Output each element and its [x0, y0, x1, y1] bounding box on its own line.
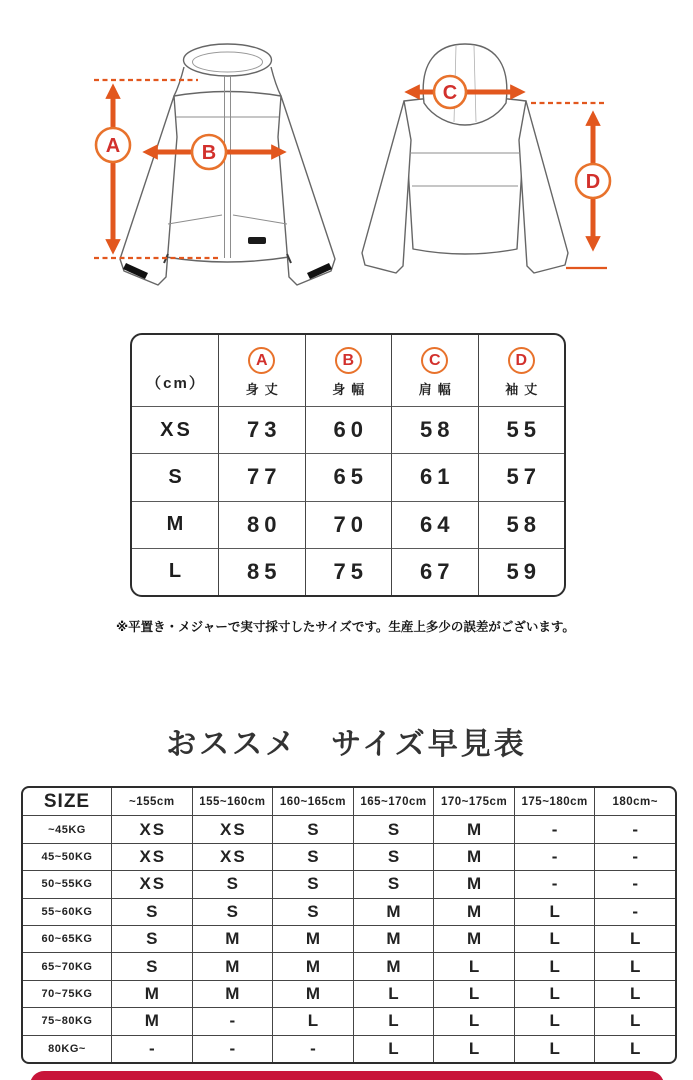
- recommended-size-cell: M: [433, 843, 514, 870]
- size-guide-row: [23, 870, 675, 897]
- height-column-header-2: 155~160cm: [192, 788, 273, 815]
- column-label-c: 肩幅: [418, 382, 457, 397]
- recommended-size-cell: S: [272, 815, 353, 842]
- weight-label: 75~80KG: [23, 1007, 111, 1034]
- weight-label: 80KG~: [23, 1035, 111, 1062]
- size-guide-header: [23, 788, 675, 815]
- recommended-size-cell: M: [192, 952, 273, 979]
- recommended-size-cell: -: [594, 870, 675, 897]
- size-guide-row: [23, 1007, 675, 1034]
- size-guide-row: [23, 925, 675, 952]
- recommended-size-cell: M: [433, 898, 514, 925]
- recommended-size-cell: L: [594, 1007, 675, 1034]
- recommended-size-cell: M: [272, 925, 353, 952]
- size-guide-title: おススメ サイズ早見表: [166, 728, 527, 761]
- recommended-size-cell: XS: [111, 843, 192, 870]
- size-guide-row: [23, 952, 675, 979]
- measurement-value: 55: [478, 406, 565, 453]
- bottom-banner[interactable]: [30, 1071, 664, 1080]
- recommended-size-cell: M: [192, 925, 273, 952]
- letter-b-circle: B: [335, 347, 362, 374]
- recommended-size-cell: -: [594, 898, 675, 925]
- weight-label: 60~65KG: [23, 925, 111, 952]
- recommended-size-cell: L: [433, 1035, 514, 1062]
- measurement-row: [132, 406, 564, 453]
- measurement-row: [132, 501, 564, 548]
- unit-header-cell: （cm）: [146, 375, 206, 392]
- recommended-size-cell: S: [192, 870, 273, 897]
- measurement-table-header: [132, 335, 564, 406]
- recommended-size-cell: -: [514, 843, 595, 870]
- recommended-size-cell: S: [272, 898, 353, 925]
- recommended-size-cell: -: [111, 1035, 192, 1062]
- recommended-size-cell: M: [111, 980, 192, 1007]
- recommended-size-cell: S: [353, 870, 434, 897]
- recommended-size-cell: -: [594, 815, 675, 842]
- weight-label: 65~70KG: [23, 952, 111, 979]
- label-b-badge: [192, 135, 226, 169]
- recommended-size-cell: L: [514, 898, 595, 925]
- recommended-size-cell: XS: [192, 843, 273, 870]
- measurement-value: 85: [218, 548, 305, 595]
- recommended-size-cell: S: [272, 870, 353, 897]
- recommended-size-cell: XS: [111, 815, 192, 842]
- label-c-badge: [434, 76, 466, 108]
- measurement-note: ※平置き・メジャーで実寸採寸したサイズです。生産上多少の誤差がございます。: [116, 620, 575, 634]
- recommended-size-cell: -: [594, 843, 675, 870]
- recommended-size-cell: -: [272, 1035, 353, 1062]
- recommended-size-cell: L: [594, 1035, 675, 1062]
- column-header-d: [478, 335, 565, 406]
- size-label: S: [132, 453, 218, 500]
- recommended-size-cell: L: [353, 1007, 434, 1034]
- measurement-row: [132, 548, 564, 595]
- label-d-badge: [576, 164, 610, 198]
- back-jacket-drawing: [362, 44, 568, 273]
- height-column-header-3: 160~165cm: [272, 788, 353, 815]
- height-column-header-4: 165~170cm: [353, 788, 434, 815]
- recommended-size-cell: -: [514, 870, 595, 897]
- measurement-value: 58: [391, 406, 478, 453]
- recommended-size-cell: XS: [192, 815, 273, 842]
- recommended-size-cell: L: [514, 925, 595, 952]
- column-header-b: [305, 335, 392, 406]
- recommended-size-cell: S: [111, 898, 192, 925]
- size-label: M: [132, 501, 218, 548]
- label-a-letter: A: [105, 135, 121, 157]
- size-guide-row: [23, 1035, 675, 1062]
- weight-label: 50~55KG: [23, 870, 111, 897]
- size-guide-row: [23, 843, 675, 870]
- recommended-size-cell: M: [353, 952, 434, 979]
- column-header-c: [391, 335, 478, 406]
- label-a-badge: [96, 128, 130, 162]
- recommended-size-cell: M: [272, 980, 353, 1007]
- weight-label: 55~60KG: [23, 898, 111, 925]
- recommended-size-cell: L: [514, 1007, 595, 1034]
- column-label-b: 身幅: [332, 382, 371, 397]
- recommended-size-cell: M: [433, 815, 514, 842]
- weight-label: 70~75KG: [23, 980, 111, 1007]
- measurement-row: [132, 453, 564, 500]
- measurement-value: 59: [478, 548, 565, 595]
- recommended-size-cell: M: [353, 898, 434, 925]
- letter-d-circle: D: [508, 347, 535, 374]
- recommended-size-cell: L: [433, 952, 514, 979]
- recommended-size-cell: -: [192, 1035, 273, 1062]
- height-column-header-1: ~155cm: [111, 788, 192, 815]
- measurement-value: 67: [391, 548, 478, 595]
- measurement-value: 65: [305, 453, 392, 500]
- recommended-size-cell: XS: [111, 870, 192, 897]
- size-guide-row: [23, 815, 675, 842]
- size-label: L: [132, 548, 218, 595]
- recommended-size-cell: L: [514, 952, 595, 979]
- size-label: XS: [132, 406, 218, 453]
- front-jacket-drawing: [120, 44, 335, 285]
- letter-a-circle: A: [248, 347, 275, 374]
- recommended-size-cell: L: [514, 1035, 595, 1062]
- measurement-value: 75: [305, 548, 392, 595]
- height-column-header-7: 180cm~: [594, 788, 675, 815]
- label-b-letter: B: [201, 142, 217, 164]
- column-label-d: 袖丈: [505, 382, 544, 397]
- size-guide-row: [23, 898, 675, 925]
- measurement-value: 64: [391, 501, 478, 548]
- size-column-header: SIZE: [43, 790, 91, 812]
- recommended-size-cell: -: [192, 1007, 273, 1034]
- label-c-letter: C: [442, 82, 458, 104]
- recommended-size-cell: M: [353, 925, 434, 952]
- column-header-a: [218, 335, 305, 406]
- measurement-value: 77: [218, 453, 305, 500]
- recommended-size-cell: M: [272, 952, 353, 979]
- recommended-size-cell: L: [594, 952, 675, 979]
- recommended-size-cell: M: [192, 980, 273, 1007]
- measurement-value: 70: [305, 501, 392, 548]
- recommended-size-cell: L: [353, 980, 434, 1007]
- recommended-size-cell: L: [433, 980, 514, 1007]
- measurement-value: 73: [218, 406, 305, 453]
- recommended-size-cell: -: [514, 815, 595, 842]
- measurement-value: 60: [305, 406, 392, 453]
- recommended-size-cell: S: [353, 815, 434, 842]
- recommended-size-cell: M: [433, 870, 514, 897]
- height-column-header-6: 175~180cm: [514, 788, 595, 815]
- size-guide-row: [23, 980, 675, 1007]
- measurement-value: 57: [478, 453, 565, 500]
- weight-label: 45~50KG: [23, 843, 111, 870]
- recommended-size-cell: M: [433, 925, 514, 952]
- recommended-size-cell: M: [111, 1007, 192, 1034]
- letter-c-circle: C: [421, 347, 448, 374]
- recommended-size-cell: S: [111, 952, 192, 979]
- recommended-size-cell: L: [433, 1007, 514, 1034]
- recommended-size-cell: S: [272, 843, 353, 870]
- recommended-size-cell: L: [594, 925, 675, 952]
- recommended-size-cell: L: [353, 1035, 434, 1062]
- recommended-size-cell: S: [192, 898, 273, 925]
- height-column-header-5: 170~175cm: [433, 788, 514, 815]
- recommended-size-cell: S: [353, 843, 434, 870]
- brand-label-patch: [248, 237, 266, 244]
- measurement-value: 80: [218, 501, 305, 548]
- recommended-size-cell: L: [272, 1007, 353, 1034]
- weight-label: ~45KG: [23, 815, 111, 842]
- recommended-size-cell: L: [514, 980, 595, 1007]
- measurement-value: 58: [478, 501, 565, 548]
- measurement-table: [130, 333, 566, 597]
- column-label-a: 身丈: [245, 382, 284, 397]
- size-guide-table: [21, 786, 677, 1064]
- label-d-letter: D: [585, 171, 601, 193]
- measurement-value: 61: [391, 453, 478, 500]
- jacket-measurement-diagram: [0, 0, 693, 310]
- recommended-size-cell: S: [111, 925, 192, 952]
- recommended-size-cell: L: [594, 980, 675, 1007]
